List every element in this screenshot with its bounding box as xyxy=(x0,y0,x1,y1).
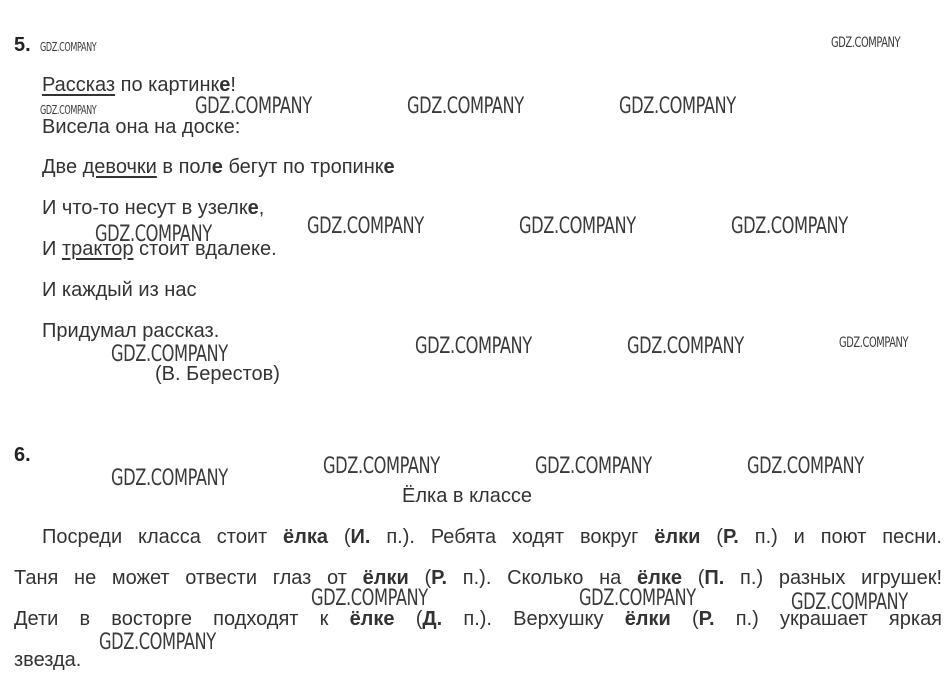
watermark: GDZ.COMPANY xyxy=(619,94,736,119)
poem-line-2: Висела она на доске: xyxy=(42,116,241,138)
watermark: GDZ.COMPANY xyxy=(579,586,696,611)
watermark: GDZ.COMPANY xyxy=(99,630,216,655)
poem-line-5: И трактор стоит вдалеке. xyxy=(42,238,277,260)
watermark: GDZ.COMPANY xyxy=(415,334,532,359)
paragraph-line-4: звезда. xyxy=(14,649,82,671)
watermark: GDZ.COMPANY xyxy=(307,214,424,239)
watermark: GDZ.COMPANY xyxy=(519,214,636,239)
task-number-5: 5. xyxy=(14,34,31,56)
paragraph-line-1: Посреди класса стоит ёлка (И. п.). Ребята ходят вокруг ёлки (Р. п.) и поют песни. xyxy=(42,526,942,548)
watermark: GDZ.COMPANY xyxy=(627,334,744,359)
watermark: GDZ.COMPANY xyxy=(535,454,652,479)
watermark: GDZ.COMPANY xyxy=(40,103,97,117)
poem-line-1: Рассказ по картинке! xyxy=(42,74,236,96)
watermark: GDZ.COMPANY xyxy=(95,222,212,247)
paragraph-line-3: Дети в восторге подходят к ёлке (Д. п.). Верхушку ёлки (Р. п.) украшает яркая xyxy=(14,608,943,630)
watermark: GDZ.COMPANY xyxy=(311,586,428,611)
watermark: GDZ.COMPANY xyxy=(731,214,848,239)
poem-line-3: Две девочки в поле бегут по тропинке xyxy=(42,156,395,178)
watermark: GDZ.COMPANY xyxy=(111,342,228,367)
watermark: GDZ.COMPANY xyxy=(407,94,524,119)
watermark: GDZ.COMPANY xyxy=(323,454,440,479)
poem-line-7: Придумал рассказ. xyxy=(42,320,220,342)
paragraph-line-2: Таня не может отвести глаз от ёлки (Р. п.). Сколько на ёлке (П. п.) разных игрушек! xyxy=(14,567,943,589)
poem-author: (В. Берестов) xyxy=(155,363,280,385)
task-number-6: 6. xyxy=(14,444,31,466)
watermark: GDZ.COMPANY xyxy=(791,590,908,615)
watermark: GDZ.COMPANY xyxy=(831,35,901,51)
watermark: GDZ.COMPANY xyxy=(747,454,864,479)
text-title: Ёлка в классе xyxy=(402,485,532,507)
poem-line-6: И каждый из нас xyxy=(42,279,197,301)
watermark: GDZ.COMPANY xyxy=(111,466,228,491)
watermark: GDZ.COMPANY xyxy=(195,94,312,119)
poem-line-4: И что-то несут в узелке, xyxy=(42,197,265,219)
watermark: GDZ.COMPANY xyxy=(839,335,909,351)
watermark: GDZ.COMPANY xyxy=(40,40,97,54)
